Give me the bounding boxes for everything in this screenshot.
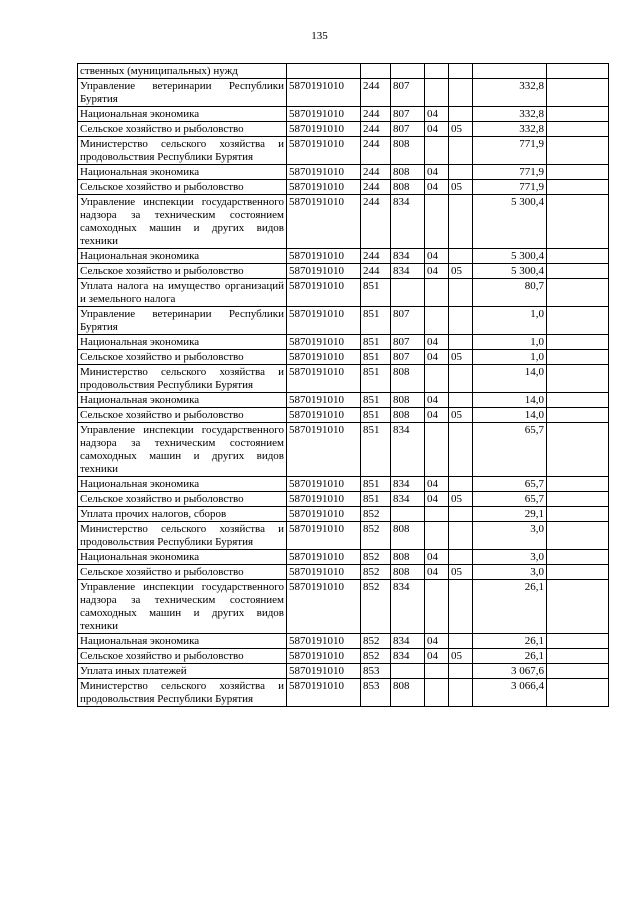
table-row <box>78 522 609 550</box>
cell-subsection: 05 <box>449 649 473 664</box>
cell-amount: 3,0 <box>473 565 547 580</box>
cell-expense-type <box>361 64 391 79</box>
cell-department-code: 807 <box>391 350 425 365</box>
cell-amount: 14,0 <box>473 408 547 423</box>
cell-subsection <box>449 64 473 79</box>
table-row <box>78 550 609 565</box>
cell-section: 04 <box>425 477 449 492</box>
cell-subsection <box>449 679 473 707</box>
cell-subsection <box>449 423 473 477</box>
cell-amount: 26,1 <box>473 580 547 634</box>
cell-section: 04 <box>425 550 449 565</box>
cell-expense-type: 851 <box>361 492 391 507</box>
cell-expense-type: 851 <box>361 335 391 350</box>
cell-extra <box>547 580 609 634</box>
cell-extra <box>547 350 609 365</box>
cell-extra <box>547 279 609 307</box>
cell-target-code: 5870191010 <box>287 550 361 565</box>
cell-department-code: 834 <box>391 423 425 477</box>
table-row <box>78 307 609 335</box>
cell-target-code: 5870191010 <box>287 634 361 649</box>
table-row <box>78 679 609 707</box>
cell-target-code: 5870191010 <box>287 522 361 550</box>
cell-extra <box>547 649 609 664</box>
cell-amount: 26,1 <box>473 649 547 664</box>
table-row <box>78 249 609 264</box>
cell-amount: 80,7 <box>473 279 547 307</box>
cell-amount: 65,7 <box>473 423 547 477</box>
cell-expense-type: 244 <box>361 195 391 249</box>
cell-name: Министерство сельского хозяйства и продовольствия Республики Бурятия <box>78 679 287 707</box>
cell-target-code: 5870191010 <box>287 580 361 634</box>
cell-department-code: 834 <box>391 249 425 264</box>
cell-target-code: 5870191010 <box>287 279 361 307</box>
cell-expense-type: 851 <box>361 307 391 335</box>
cell-extra <box>547 64 609 79</box>
cell-name: Национальная экономика <box>78 550 287 565</box>
cell-extra <box>547 550 609 565</box>
cell-department-code: 807 <box>391 79 425 107</box>
cell-section: 04 <box>425 408 449 423</box>
cell-extra <box>547 408 609 423</box>
cell-extra <box>547 107 609 122</box>
cell-section <box>425 79 449 107</box>
cell-extra <box>547 679 609 707</box>
table-row <box>78 137 609 165</box>
table-row <box>78 408 609 423</box>
cell-section: 04 <box>425 264 449 279</box>
cell-target-code: 5870191010 <box>287 107 361 122</box>
cell-name: Уплата прочих налогов, сборов <box>78 507 287 522</box>
cell-amount: 65,7 <box>473 492 547 507</box>
cell-section: 04 <box>425 565 449 580</box>
cell-name: Министерство сельского хозяйства и продовольствия Республики Бурятия <box>78 137 287 165</box>
cell-amount: 5 300,4 <box>473 264 547 279</box>
cell-name: Управление инспекции государственного надзора за техническим состоянием самоходных машин и других видов техники <box>78 195 287 249</box>
cell-name: Национальная экономика <box>78 107 287 122</box>
cell-subsection <box>449 107 473 122</box>
cell-extra <box>547 664 609 679</box>
cell-amount: 3 067,6 <box>473 664 547 679</box>
page-number: 135 <box>311 30 328 42</box>
cell-extra <box>547 393 609 408</box>
cell-target-code: 5870191010 <box>287 350 361 365</box>
table-row <box>78 122 609 137</box>
cell-expense-type: 244 <box>361 107 391 122</box>
cell-expense-type: 244 <box>361 249 391 264</box>
cell-section <box>425 664 449 679</box>
cell-name: ственных (муниципальных) нужд <box>78 64 287 79</box>
cell-expense-type: 851 <box>361 423 391 477</box>
cell-department-code: 808 <box>391 365 425 393</box>
cell-subsection <box>449 307 473 335</box>
cell-subsection <box>449 393 473 408</box>
cell-subsection <box>449 477 473 492</box>
cell-department-code: 808 <box>391 679 425 707</box>
cell-extra <box>547 79 609 107</box>
cell-name: Управление инспекции государственного надзора за техническим состоянием самоходных машин и других видов техники <box>78 423 287 477</box>
cell-target-code: 5870191010 <box>287 122 361 137</box>
cell-expense-type: 851 <box>361 393 391 408</box>
cell-extra <box>547 507 609 522</box>
cell-target-code: 5870191010 <box>287 492 361 507</box>
cell-target-code: 5870191010 <box>287 180 361 195</box>
cell-expense-type: 852 <box>361 634 391 649</box>
cell-name: Национальная экономика <box>78 165 287 180</box>
cell-subsection <box>449 664 473 679</box>
cell-extra <box>547 634 609 649</box>
cell-expense-type: 244 <box>361 264 391 279</box>
cell-target-code: 5870191010 <box>287 249 361 264</box>
table-row <box>78 477 609 492</box>
cell-extra <box>547 249 609 264</box>
cell-target-code: 5870191010 <box>287 137 361 165</box>
table-row <box>78 107 609 122</box>
cell-section <box>425 307 449 335</box>
cell-section: 04 <box>425 180 449 195</box>
cell-expense-type: 851 <box>361 279 391 307</box>
cell-expense-type: 244 <box>361 180 391 195</box>
table-row <box>78 64 609 79</box>
cell-target-code: 5870191010 <box>287 565 361 580</box>
cell-name: Министерство сельского хозяйства и продовольствия Республики Бурятия <box>78 365 287 393</box>
table-row <box>78 492 609 507</box>
table-row <box>78 393 609 408</box>
cell-amount: 1,0 <box>473 350 547 365</box>
cell-section <box>425 423 449 477</box>
cell-extra <box>547 477 609 492</box>
cell-section: 04 <box>425 649 449 664</box>
cell-amount: 65,7 <box>473 477 547 492</box>
cell-extra <box>547 307 609 335</box>
cell-expense-type: 244 <box>361 122 391 137</box>
cell-expense-type: 244 <box>361 165 391 180</box>
cell-subsection: 05 <box>449 408 473 423</box>
cell-amount: 29,1 <box>473 507 547 522</box>
cell-expense-type: 852 <box>361 649 391 664</box>
cell-department-code: 834 <box>391 264 425 279</box>
cell-name: Управление ветеринарии Республики Бурятия <box>78 79 287 107</box>
cell-target-code: 5870191010 <box>287 477 361 492</box>
cell-department-code: 834 <box>391 195 425 249</box>
cell-department-code: 834 <box>391 580 425 634</box>
cell-expense-type: 851 <box>361 365 391 393</box>
cell-extra <box>547 122 609 137</box>
cell-amount <box>473 64 547 79</box>
cell-extra <box>547 335 609 350</box>
cell-expense-type: 244 <box>361 79 391 107</box>
cell-section: 04 <box>425 122 449 137</box>
cell-name: Сельское хозяйство и рыболовство <box>78 565 287 580</box>
cell-section <box>425 137 449 165</box>
cell-subsection <box>449 279 473 307</box>
table-row <box>78 165 609 180</box>
cell-subsection <box>449 580 473 634</box>
cell-name: Сельское хозяйство и рыболовство <box>78 122 287 137</box>
cell-amount: 5 300,4 <box>473 249 547 264</box>
table-row <box>78 649 609 664</box>
cell-amount: 771,9 <box>473 165 547 180</box>
cell-name: Сельское хозяйство и рыболовство <box>78 408 287 423</box>
cell-section: 04 <box>425 335 449 350</box>
cell-expense-type: 853 <box>361 664 391 679</box>
cell-target-code: 5870191010 <box>287 649 361 664</box>
cell-extra <box>547 195 609 249</box>
cell-section <box>425 279 449 307</box>
cell-name: Национальная экономика <box>78 634 287 649</box>
cell-subsection <box>449 550 473 565</box>
cell-name: Национальная экономика <box>78 477 287 492</box>
cell-extra <box>547 565 609 580</box>
cell-amount: 332,8 <box>473 79 547 107</box>
cell-expense-type: 851 <box>361 408 391 423</box>
cell-department-code: 808 <box>391 565 425 580</box>
cell-expense-type: 244 <box>361 137 391 165</box>
cell-name: Управление инспекции государственного надзора за техническим состоянием самоходных машин и других видов техники <box>78 580 287 634</box>
cell-section: 04 <box>425 249 449 264</box>
table-row <box>78 335 609 350</box>
cell-section: 04 <box>425 107 449 122</box>
cell-subsection: 05 <box>449 264 473 279</box>
cell-section <box>425 64 449 79</box>
cell-section <box>425 507 449 522</box>
cell-amount: 3,0 <box>473 522 547 550</box>
cell-department-code: 808 <box>391 393 425 408</box>
cell-target-code: 5870191010 <box>287 79 361 107</box>
cell-department-code <box>391 279 425 307</box>
cell-subsection: 05 <box>449 565 473 580</box>
cell-extra <box>547 423 609 477</box>
table-row <box>78 195 609 249</box>
cell-subsection: 05 <box>449 180 473 195</box>
cell-section: 04 <box>425 350 449 365</box>
cell-subsection <box>449 365 473 393</box>
table-row <box>78 79 609 107</box>
cell-target-code: 5870191010 <box>287 264 361 279</box>
cell-name: Сельское хозяйство и рыболовство <box>78 492 287 507</box>
cell-section <box>425 365 449 393</box>
cell-name: Сельское хозяйство и рыболовство <box>78 350 287 365</box>
table-row <box>78 350 609 365</box>
cell-subsection <box>449 249 473 264</box>
cell-expense-type: 851 <box>361 350 391 365</box>
cell-expense-type: 852 <box>361 565 391 580</box>
cell-target-code: 5870191010 <box>287 507 361 522</box>
cell-subsection <box>449 195 473 249</box>
cell-amount: 5 300,4 <box>473 195 547 249</box>
cell-amount: 332,8 <box>473 107 547 122</box>
cell-subsection <box>449 79 473 107</box>
cell-department-code: 834 <box>391 492 425 507</box>
cell-subsection <box>449 137 473 165</box>
cell-department-code: 808 <box>391 522 425 550</box>
cell-section <box>425 195 449 249</box>
cell-section: 04 <box>425 165 449 180</box>
cell-target-code: 5870191010 <box>287 195 361 249</box>
cell-target-code: 5870191010 <box>287 423 361 477</box>
table-row <box>78 279 609 307</box>
cell-section: 04 <box>425 393 449 408</box>
cell-expense-type: 851 <box>361 477 391 492</box>
cell-extra <box>547 137 609 165</box>
table-row <box>78 423 609 477</box>
cell-department-code: 834 <box>391 477 425 492</box>
cell-subsection <box>449 165 473 180</box>
cell-expense-type: 852 <box>361 580 391 634</box>
table-row <box>78 565 609 580</box>
cell-name: Национальная экономика <box>78 335 287 350</box>
cell-department-code: 807 <box>391 107 425 122</box>
cell-extra <box>547 365 609 393</box>
cell-target-code: 5870191010 <box>287 335 361 350</box>
cell-target-code <box>287 64 361 79</box>
cell-name: Сельское хозяйство и рыболовство <box>78 180 287 195</box>
cell-section <box>425 580 449 634</box>
cell-subsection <box>449 634 473 649</box>
cell-target-code: 5870191010 <box>287 664 361 679</box>
cell-department-code: 807 <box>391 122 425 137</box>
cell-amount: 14,0 <box>473 393 547 408</box>
cell-amount: 771,9 <box>473 137 547 165</box>
cell-expense-type: 852 <box>361 522 391 550</box>
cell-department-code: 807 <box>391 307 425 335</box>
cell-amount: 771,9 <box>473 180 547 195</box>
cell-department-code: 808 <box>391 180 425 195</box>
cell-subsection <box>449 507 473 522</box>
cell-name: Национальная экономика <box>78 249 287 264</box>
cell-department-code <box>391 507 425 522</box>
table-row <box>78 180 609 195</box>
cell-extra <box>547 492 609 507</box>
cell-amount: 3 066,4 <box>473 679 547 707</box>
cell-department-code: 807 <box>391 335 425 350</box>
cell-target-code: 5870191010 <box>287 393 361 408</box>
cell-amount: 332,8 <box>473 122 547 137</box>
budget-table <box>77 63 609 707</box>
cell-department-code: 808 <box>391 408 425 423</box>
cell-name: Министерство сельского хозяйства и продовольствия Республики Бурятия <box>78 522 287 550</box>
cell-section <box>425 679 449 707</box>
cell-name: Уплата иных платежей <box>78 664 287 679</box>
table-row <box>78 664 609 679</box>
cell-name: Национальная экономика <box>78 393 287 408</box>
table-row <box>78 634 609 649</box>
table-row <box>78 507 609 522</box>
cell-department-code: 808 <box>391 137 425 165</box>
cell-department-code: 834 <box>391 649 425 664</box>
cell-target-code: 5870191010 <box>287 307 361 335</box>
cell-extra <box>547 264 609 279</box>
cell-name: Уплата налога на имущество организаций и земельного налога <box>78 279 287 307</box>
cell-target-code: 5870191010 <box>287 679 361 707</box>
cell-name: Сельское хозяйство и рыболовство <box>78 649 287 664</box>
cell-expense-type: 853 <box>361 679 391 707</box>
cell-subsection <box>449 522 473 550</box>
cell-expense-type: 852 <box>361 550 391 565</box>
table-row <box>78 365 609 393</box>
cell-subsection <box>449 335 473 350</box>
cell-section: 04 <box>425 492 449 507</box>
cell-subsection: 05 <box>449 492 473 507</box>
cell-department-code <box>391 664 425 679</box>
cell-amount: 14,0 <box>473 365 547 393</box>
table-row <box>78 264 609 279</box>
cell-department-code: 808 <box>391 550 425 565</box>
cell-target-code: 5870191010 <box>287 408 361 423</box>
cell-extra <box>547 180 609 195</box>
cell-name: Управление ветеринарии Республики Бурятия <box>78 307 287 335</box>
cell-name: Сельское хозяйство и рыболовство <box>78 264 287 279</box>
cell-amount: 3,0 <box>473 550 547 565</box>
cell-extra <box>547 165 609 180</box>
cell-section <box>425 522 449 550</box>
cell-department-code: 808 <box>391 165 425 180</box>
cell-target-code: 5870191010 <box>287 165 361 180</box>
cell-amount: 26,1 <box>473 634 547 649</box>
cell-expense-type: 852 <box>361 507 391 522</box>
cell-target-code: 5870191010 <box>287 365 361 393</box>
cell-department-code <box>391 64 425 79</box>
cell-extra <box>547 522 609 550</box>
cell-subsection: 05 <box>449 350 473 365</box>
cell-department-code: 834 <box>391 634 425 649</box>
table-row <box>78 580 609 634</box>
cell-section: 04 <box>425 634 449 649</box>
cell-subsection: 05 <box>449 122 473 137</box>
cell-amount: 1,0 <box>473 307 547 335</box>
cell-amount: 1,0 <box>473 335 547 350</box>
table-body <box>78 64 609 707</box>
